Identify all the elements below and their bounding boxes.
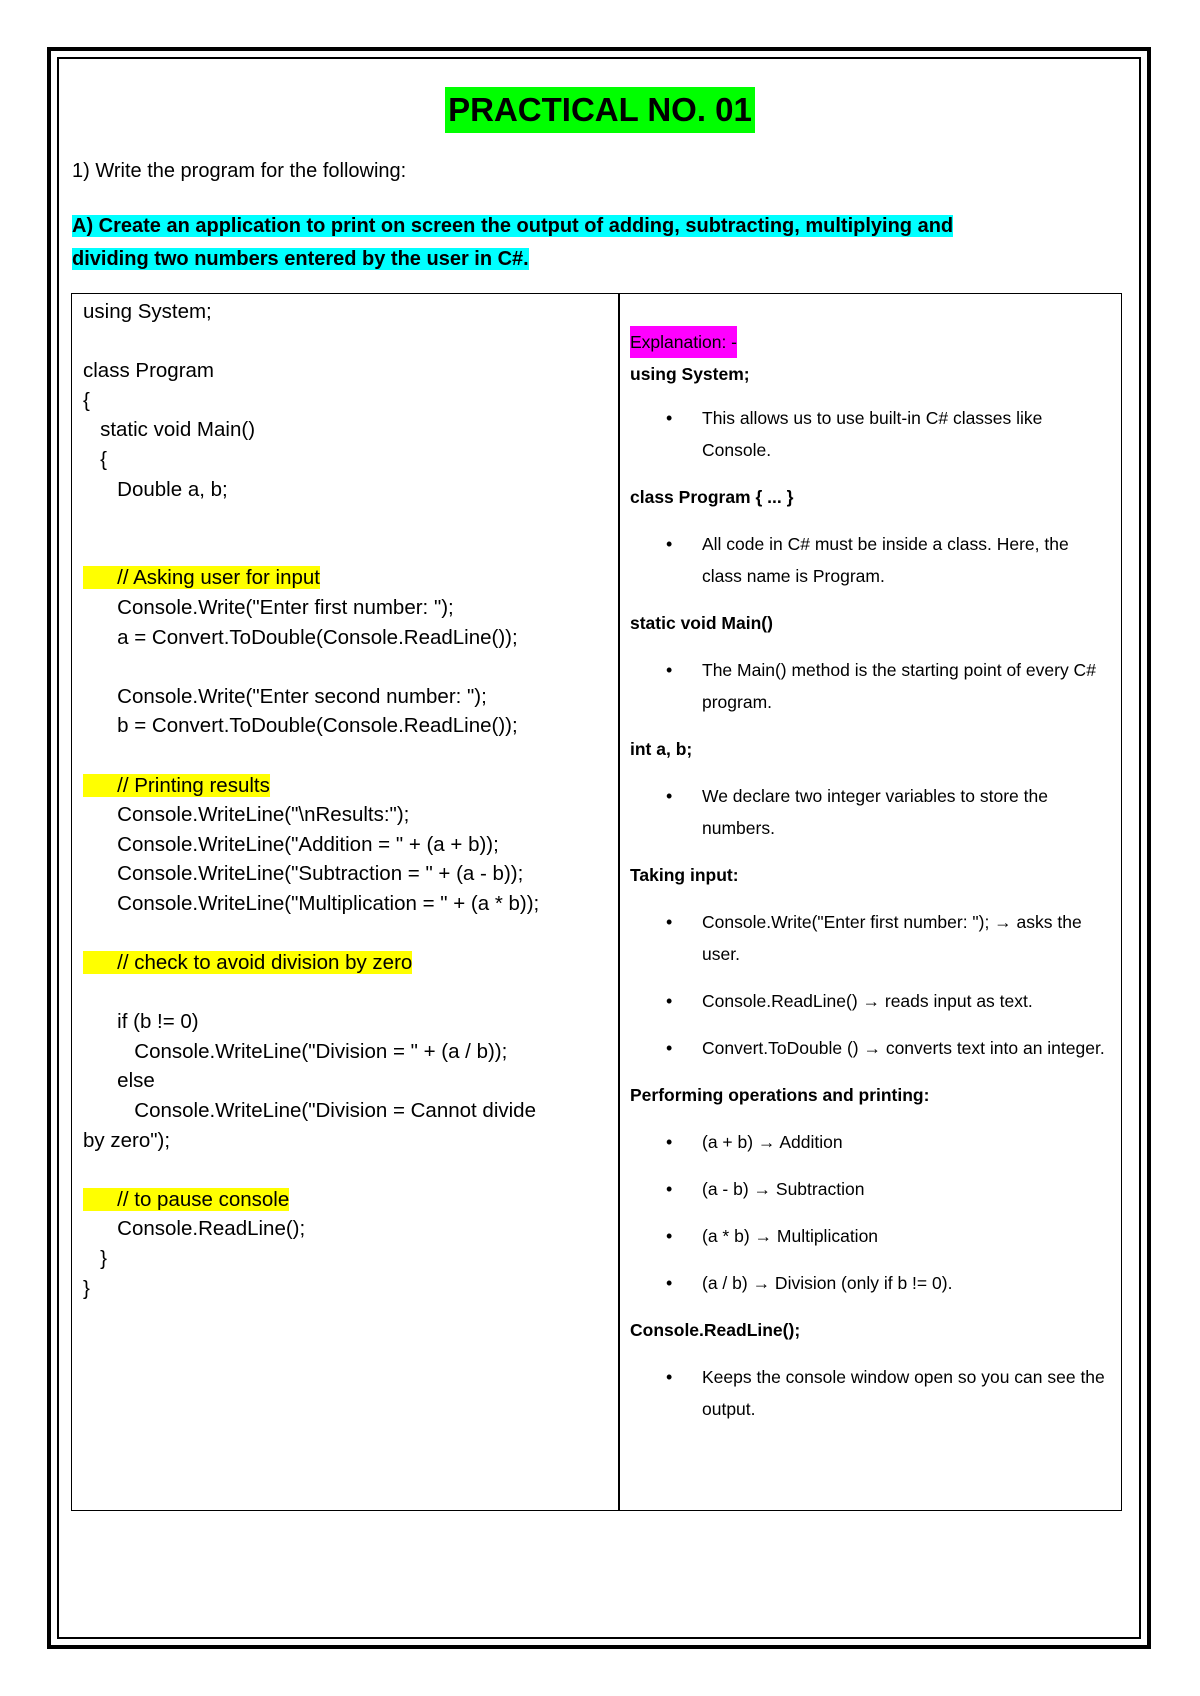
question-a-text: A) Create an application to print on screen the output of adding, subtracting, multiplying and dividing two numbers entered by the user in C#.: [72, 215, 954, 270]
code-line: by zero");: [83, 1128, 171, 1152]
code-line: Console.WriteLine("Addition = " + (a + b));: [83, 832, 499, 856]
code-line: [83, 327, 603, 357]
explanation-column: [630, 326, 1110, 1440]
explanation-label: Explanation: -: [630, 326, 737, 358]
page-title: PRACTICAL NO. 01: [445, 87, 755, 133]
code-line: {: [83, 447, 107, 471]
code-line: Console.WriteLine("Multiplication = " + (a * b));: [83, 891, 540, 915]
code-line: else: [83, 1069, 155, 1093]
code-line: {: [83, 388, 90, 412]
code-comment: // Asking user for input: [83, 566, 321, 590]
code-line: Console.WriteLine("Division = Cannot divide: [83, 1099, 536, 1123]
explanation-list: [630, 1126, 1110, 1299]
explanation-heading: int a, b;: [630, 739, 693, 759]
explanation-list: [630, 1361, 1110, 1425]
code-comment-line: [83, 563, 603, 593]
question-intro: 1) Write the program for the following:: [72, 160, 407, 182]
code-line: [83, 741, 603, 771]
explanation-label-row: [630, 326, 1110, 358]
code-comment: // check to avoid division by zero: [83, 951, 413, 975]
explanation-bullet: • We declare two integer variables to store the numbers.: [630, 780, 1110, 844]
explanation-heading: class Program { ... }: [630, 487, 794, 507]
code-line: [83, 1155, 603, 1185]
code-line: [83, 978, 603, 1008]
explanation-bullet: • All code in C# must be inside a class. Here, the class name is Program.: [630, 528, 1110, 592]
explanation-bullet: • Keeps the console window open so you can see the output.: [630, 1361, 1110, 1425]
explanation-heading: Taking input:: [630, 865, 739, 885]
explanation-bullet: • Convert.ToDouble () → converts text into an integer.: [630, 1032, 1110, 1064]
code-comment: // to pause console: [83, 1187, 290, 1211]
code-comment-line: [83, 948, 603, 978]
table-divider: [618, 293, 620, 1511]
code-line: static void Main(): [83, 418, 256, 442]
code-line: Console.WriteLine("Division = " + (a / b));: [83, 1039, 508, 1063]
code-line: a = Convert.ToDouble(Console.ReadLine());: [83, 625, 518, 649]
explanation-bullet: • Console.Write("Enter first number: "); → asks the user.: [630, 906, 1110, 970]
explanation-bullet: • The Main() method is the starting point of every C# program.: [630, 654, 1110, 718]
explanation-heading: static void Main(): [630, 613, 773, 633]
code-line: Console.Write("Enter second number: ");: [83, 684, 487, 708]
explanation-bullet: • (a * b) → Multiplication: [630, 1220, 1110, 1252]
code-line: using System;: [83, 300, 212, 323]
explanation-list: [630, 780, 1110, 844]
explanation-heading: using System;: [630, 364, 750, 384]
explanation-bullet: • (a - b) → Subtraction: [630, 1173, 1110, 1205]
code-column: [83, 297, 603, 1303]
code-line: Double a, b;: [83, 477, 228, 501]
code-line: [83, 534, 603, 564]
title-wrapper: [0, 87, 1200, 133]
code-line: [83, 652, 603, 682]
explanation-bullet: • Console.ReadLine() → reads input as text.: [630, 985, 1110, 1017]
explanation-list: [630, 528, 1110, 592]
explanation-bullet: • (a + b) → Addition: [630, 1126, 1110, 1158]
code-line: b = Convert.ToDouble(Console.ReadLine());: [83, 714, 518, 738]
explanation-heading: Performing operations and printing:: [630, 1085, 930, 1105]
code-line: class Program: [83, 359, 215, 383]
question-a: [72, 210, 1032, 276]
code-line: Console.WriteLine("\nResults:");: [83, 803, 410, 827]
code-comment: // Printing results: [83, 773, 270, 797]
code-line: [83, 918, 603, 948]
explanation-heading: Console.ReadLine();: [630, 1320, 801, 1340]
code-comment-line: [83, 771, 603, 801]
explanation-bullet: • This allows us to use built-in C# classes like Console.: [630, 402, 1110, 466]
explanation-list: [630, 906, 1110, 1064]
code-comment-line: [83, 1185, 603, 1215]
explanation-bullet: • (a / b) → Division (only if b != 0).: [630, 1267, 1110, 1299]
code-line: Console.Write("Enter first number: ");: [83, 595, 454, 619]
explanation-list: [630, 654, 1110, 718]
code-line: }: [83, 1247, 107, 1270]
explanation-list: [630, 402, 1110, 466]
code-line: Console.WriteLine("Subtraction = " + (a - b));: [83, 862, 524, 886]
code-line: Console.ReadLine();: [83, 1217, 306, 1241]
code-line: [83, 504, 603, 534]
code-line: if (b != 0): [83, 1010, 199, 1034]
code-line: }: [83, 1276, 90, 1300]
